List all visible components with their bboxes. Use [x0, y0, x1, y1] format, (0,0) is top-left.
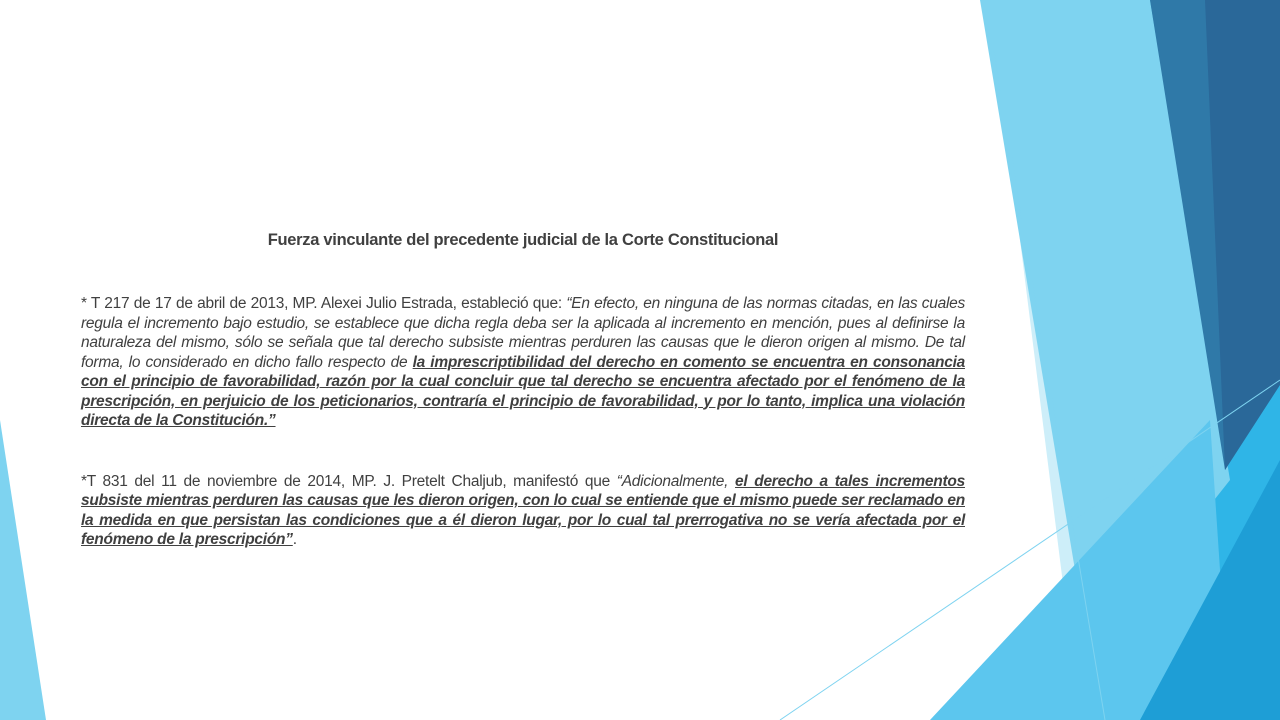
paragraph-t217-lead: * T 217 de 17 de abril de 2013, MP. Alexei Julio Estrada, estableció que:	[81, 295, 567, 312]
left-accent-triangle	[0, 420, 46, 720]
paragraph-t831-tail: .	[292, 531, 297, 548]
paragraph-t217-quote: “En efecto, en ninguna de las normas citadas, en las cuales regula el incremento bajo estudio, se establece que dicha regla deba ser la aplicada al incremento en mención, pues al definirse la naturaleza del mismo, sólo se señala que tal derecho subsiste mientras perduren las causas que le dieron origen al mismo. De tal forma, lo considerado en dicho fallo respecto de	[81, 295, 966, 371]
slide-title: Fuerza vinculante del precedente judicial de la Corte Constitucional	[267, 231, 779, 249]
paragraph-t831-lead: *T 831 del 11 de noviembre de 2014, MP. J. Pretelt Chaljub, manifestó que	[81, 472, 617, 490]
paragraph-t217-emphasis: la imprescriptibilidad del derecho en comento se encuentra en consonancia con el principio de favorabilidad, razón por la cual concluir que tal derecho se encuentra afectado por el fenómeno de la prescripción, en perjuicio de los peticionarios, contraría el principio de favorabilidad, y por lo tanto, implica una violación directa de la Constitución.”	[81, 353, 965, 429]
paragraph-t831	[81, 472, 965, 550]
slide-content	[81, 226, 965, 550]
paragraph-t217	[81, 294, 965, 431]
paragraph-t831-emphasis: el derecho a tales incrementos subsiste mientras perduren las causas que les dieron origen, con lo cual se entiende que el mismo puede ser reclamado en la medida en que persistan las condiciones que a él dieron lugar, por lo cual tal prerrogativa no se vería afectada por el fenómeno de la prescripción”	[81, 472, 965, 548]
paragraph-t831-quote: “Adicionalmente,	[616, 472, 736, 490]
